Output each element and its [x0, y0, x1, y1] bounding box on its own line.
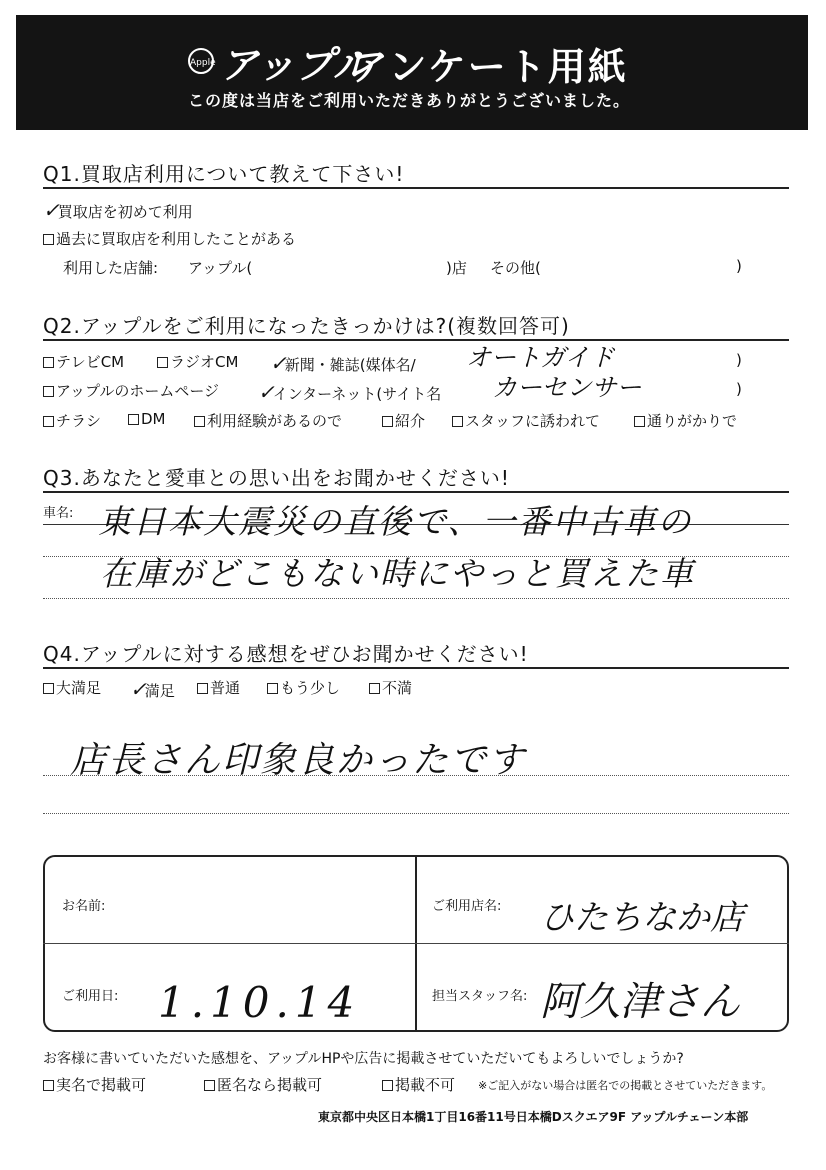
info-horizontal-divider: [43, 943, 789, 944]
car-name-label: 車名:: [43, 506, 74, 521]
memory-line-2: 在庫がどこもない時にやっと買えた車: [100, 554, 695, 593]
q2-option-passing[interactable]: 通りがかりで: [634, 410, 737, 431]
checkbox-icon: [157, 357, 168, 368]
q4-option-could-be-better[interactable]: もう少し: [267, 677, 340, 698]
q2-option-homepage[interactable]: アップルのホームページ: [43, 380, 219, 401]
consent-option-anonymous[interactable]: 匿名なら掲載可: [204, 1074, 322, 1095]
q1-store-suffix: )店: [446, 259, 467, 277]
q2-option-tv[interactable]: テレビCM: [43, 351, 124, 372]
staff-name-handwritten: 阿久津さん: [540, 979, 740, 1025]
q2-row2-close: ): [736, 380, 742, 398]
visit-date-label: ご利用日:: [62, 989, 119, 1004]
consent-question: お客様に書いていただいた感想を、アップルHPや広告に掲載させていただいてもよろしいでしょうか?: [43, 1051, 684, 1067]
checkbox-icon: [452, 416, 463, 427]
memory-line-1: 東日本大震災の直後で、一番中古車の: [98, 502, 693, 541]
q4-option-dissatisfied[interactable]: 不満: [369, 677, 412, 698]
q2-option-internet[interactable]: ✓インターネット(サイト名: [258, 380, 442, 404]
q4-title: Q4.アップルに対する感想をぜひお聞かせください!: [43, 642, 529, 666]
apple-logo-icon: Apple: [188, 48, 214, 74]
media-name-handwritten: オートガイド: [466, 343, 615, 372]
q1-divider: [43, 187, 789, 189]
form-title: アンケート用紙: [350, 45, 628, 89]
consent-option-real-name[interactable]: 実名で掲載可: [43, 1074, 146, 1095]
name-label: お名前:: [62, 899, 106, 914]
q2-option-referral[interactable]: 紹介: [382, 410, 425, 431]
checkbox-icon: [382, 416, 393, 427]
checkbox-icon: [43, 234, 54, 245]
memory-dotted-line-2: [43, 598, 789, 599]
visit-date-handwritten: 1.10.14: [158, 978, 361, 1027]
check-mark-icon: ✓: [258, 380, 275, 404]
q2-option-radio[interactable]: ラジオCM: [157, 351, 238, 372]
q2-option-staff[interactable]: スタッフに誘われて: [452, 410, 600, 431]
staff-name-label: 担当スタッフ名:: [432, 989, 528, 1004]
check-mark-icon: ✓: [43, 198, 60, 222]
q1-store-other: その他(: [490, 259, 541, 277]
q2-option-newspaper[interactable]: ✓新聞・雑誌(媒体名/: [270, 351, 416, 375]
store-name-label: ご利用店名:: [432, 899, 502, 914]
checkbox-icon: [43, 386, 54, 397]
checkbox-icon: [197, 683, 208, 694]
checkbox-icon: [128, 414, 139, 425]
checkbox-icon: [382, 1080, 393, 1091]
checkbox-icon: [634, 416, 645, 427]
q2-option-dm[interactable]: DM: [128, 410, 166, 428]
checkbox-icon: [369, 683, 380, 694]
checkbox-icon: [43, 1080, 54, 1091]
q2-option-flyer[interactable]: チラシ: [43, 410, 101, 431]
checkbox-icon: [43, 683, 54, 694]
checkbox-icon: [204, 1080, 215, 1091]
consent-option-not-allowed[interactable]: 掲載不可: [382, 1074, 455, 1095]
store-name-handwritten: ひたちなか店: [540, 898, 744, 938]
q2-title: Q2.アップルをご利用になったきっかけは?(複数回答可): [43, 314, 570, 338]
q1-store-label: 利用した店舗:: [63, 259, 159, 277]
q4-option-normal[interactable]: 普通: [197, 677, 240, 698]
q4-divider: [43, 667, 789, 669]
q1-store-apple: アップル(: [188, 259, 253, 277]
footer-address: 東京都中央区日本橋1丁目16番11号日本橋Dスクエア9F アップルチェーン本部: [318, 1110, 749, 1124]
q1-option-used-before[interactable]: 過去に買取店を利用したことがある: [43, 228, 296, 249]
form-subtitle: この度は当店をご利用いただきありがとうございました。: [188, 91, 631, 110]
comment-handwritten: 店長さん印象良かったです: [70, 740, 527, 781]
checkbox-icon: [43, 357, 54, 368]
checkbox-icon: [267, 683, 278, 694]
comment-dotted-line-2: [43, 813, 789, 814]
q2-option-experience[interactable]: 利用経験があるので: [194, 410, 342, 431]
q3-title: Q3.あなたと愛車との思い出をお聞かせください!: [43, 466, 510, 490]
q4-option-very-satisfied[interactable]: 大満足: [43, 677, 101, 698]
q1-title: Q1.買取店利用について教えて下さい!: [43, 162, 405, 186]
q2-divider: [43, 339, 789, 341]
q4-option-satisfied[interactable]: ✓満足: [130, 677, 175, 701]
comment-dotted-line-1: [43, 775, 789, 776]
checkbox-icon: [194, 416, 205, 427]
q3-divider: [43, 491, 789, 493]
brand-name: アップル: [220, 42, 372, 87]
q1-option-first-time[interactable]: ✓買取店を初めて利用: [43, 198, 193, 222]
site-name-handwritten: カーセンサー: [492, 373, 642, 402]
checkbox-icon: [43, 416, 54, 427]
check-mark-icon: ✓: [270, 351, 287, 375]
consent-note: ※ご記入がない場合は匿名での掲載とさせていただきます。: [478, 1079, 773, 1092]
q1-store-other-close: ): [736, 257, 742, 275]
q2-row1-close: ): [736, 351, 742, 369]
check-mark-icon: ✓: [130, 677, 147, 701]
